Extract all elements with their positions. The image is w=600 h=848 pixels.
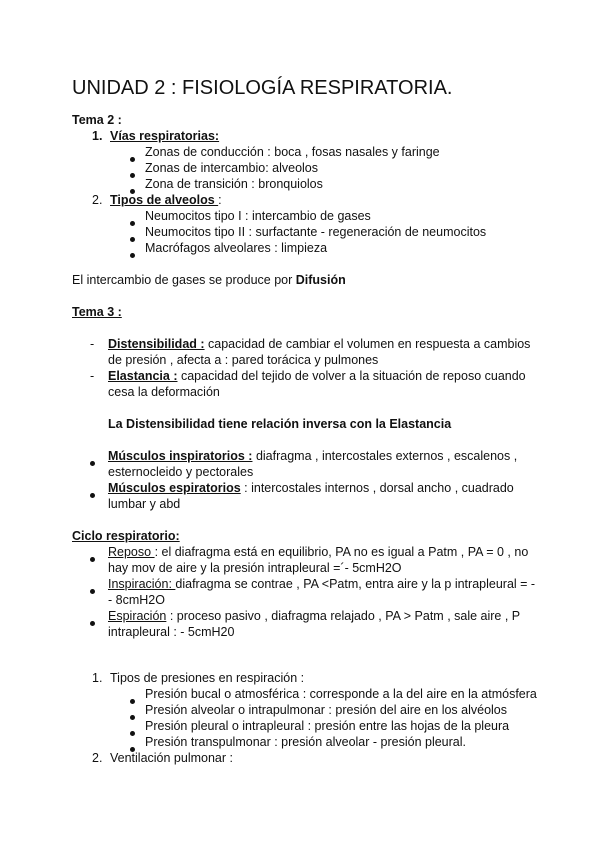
espiracion-line bbox=[108, 608, 520, 624]
bullet-icon bbox=[130, 708, 135, 724]
ventilacion-label: Ventilación pulmonar : bbox=[110, 751, 233, 765]
espiracion-text: : proceso pasivo , diafragma relajado , PA > Patm , sale aire , P bbox=[166, 609, 521, 623]
expiratory-muscles-line-2: lumbar y abd bbox=[108, 497, 181, 511]
ventilacion-num: 2. bbox=[92, 751, 103, 765]
list-item: Presión alveolar o intrapulmonar : presión del aire en los alvéolos bbox=[145, 703, 508, 717]
bullet-icon bbox=[130, 724, 135, 740]
bullet-icon bbox=[130, 230, 135, 246]
inspiratory-muscles-line bbox=[108, 448, 517, 464]
list-item: Zona de transición : bronquiolos bbox=[145, 177, 323, 191]
inspiracion-text: diafragma se contrae , PA <Patm, entra aire y la p intrapleural = - bbox=[175, 577, 536, 591]
bullet-icon bbox=[90, 582, 95, 598]
expiratory-muscles-text: : intercostales internos , dorsal ancho , cuadrado bbox=[240, 481, 514, 495]
bullet-icon bbox=[90, 486, 95, 502]
elastancia-text: capacidad del tejido de volver a la situación de reposo cuando bbox=[177, 369, 526, 383]
bullet-icon bbox=[130, 246, 135, 262]
inspiratory-muscles-label: Músculos inspiratorios : bbox=[108, 449, 253, 463]
list-item: Presión bucal o atmosférica : corresponde a la del aire en la atmósfera bbox=[145, 687, 537, 701]
reposo-line-2: hay mov de aire y la presión intrapleural =´- 5cmH2O bbox=[108, 561, 402, 575]
espiracion-label: Espiración bbox=[108, 609, 167, 623]
reposo-line bbox=[108, 544, 528, 560]
tema2-item2-suffix: : bbox=[218, 193, 222, 207]
expiratory-muscles-line bbox=[108, 480, 514, 496]
list-item: Presión transpulmonar : presión alveolar - presión pleural. bbox=[145, 735, 466, 749]
bullet-icon bbox=[90, 614, 95, 630]
bullet-icon bbox=[90, 550, 95, 566]
tema2-item2-label: Tipos de alveolos bbox=[110, 193, 219, 207]
list-item: Zonas de intercambio: alveolos bbox=[145, 161, 319, 175]
expiratory-muscles-label: Músculos espiratorios bbox=[108, 481, 241, 495]
exchange-note-text: El intercambio de gases se produce por bbox=[72, 273, 296, 287]
list-item: Presión pleural o intrapleural : presión entre las hojas de la pleura bbox=[145, 719, 510, 733]
ciclo-heading: Ciclo respiratorio: bbox=[72, 529, 180, 543]
tema2-item1-num: 1. bbox=[92, 129, 103, 143]
list-item: Neumocitos tipo I : intercambio de gases bbox=[145, 209, 371, 223]
dash-marker: - bbox=[90, 337, 95, 351]
distensibilidad-text: capacidad de cambiar el volumen en respuesta a cambios bbox=[204, 337, 531, 351]
espiracion-line-2: intrapleural : - 5cmH20 bbox=[108, 625, 235, 639]
inspiratory-muscles-text: diafragma , intercostales externos , escalenos , bbox=[252, 449, 518, 463]
exchange-note bbox=[72, 272, 346, 288]
reposo-label: Reposo bbox=[108, 545, 155, 559]
list-item: Zonas de conducción : boca , fosas nasales y faringe bbox=[145, 145, 440, 159]
presiones-label: Tipos de presiones en respiración : bbox=[110, 671, 305, 685]
elastancia-line-2: cesa la deformación bbox=[108, 385, 220, 399]
tema2-heading: Tema 2 : bbox=[72, 113, 122, 127]
elastancia-label: Elastancia : bbox=[108, 369, 178, 383]
dash-marker: - bbox=[90, 369, 95, 383]
page-title: UNIDAD 2 : FISIOLOGÍA RESPIRATORIA. bbox=[72, 77, 453, 99]
bullet-icon bbox=[130, 166, 135, 182]
relation-statement: La Distensibilidad tiene relación inversa con la Elastancia bbox=[108, 417, 452, 431]
bullet-icon bbox=[130, 692, 135, 708]
exchange-note-bold: Difusión bbox=[295, 273, 346, 287]
bullet-icon bbox=[130, 150, 135, 166]
tema2-item2-num: 2. bbox=[92, 193, 103, 207]
bullet-icon bbox=[90, 454, 95, 470]
distensibilidad-label: Distensibilidad : bbox=[108, 337, 205, 351]
distensibilidad-line bbox=[108, 336, 530, 352]
inspiracion-label: Inspiración: bbox=[108, 577, 176, 591]
tema2-item2-heading bbox=[110, 192, 222, 208]
bullet-icon bbox=[130, 214, 135, 230]
tema3-heading: Tema 3 : bbox=[72, 305, 122, 319]
inspiratory-muscles-line-2: esternocleido y pectorales bbox=[108, 465, 254, 479]
reposo-text: : el diafragma está en equilibrio, PA no es igual a Patm , PA = 0 , no bbox=[154, 545, 529, 559]
tema2-item1-label: Vías respiratorias: bbox=[110, 129, 220, 143]
inspiracion-line-2: - 8cmH2O bbox=[108, 593, 165, 607]
list-item: Neumocitos tipo II : surfactante - regeneración de neumocitos bbox=[145, 225, 487, 239]
distensibilidad-line-2: de presión , afecta a : pared torácica y pulmones bbox=[108, 353, 379, 367]
elastancia-line bbox=[108, 368, 526, 384]
list-item: Macrófagos alveolares : limpieza bbox=[145, 241, 328, 255]
presiones-num: 1. bbox=[92, 671, 103, 685]
inspiracion-line bbox=[108, 576, 535, 592]
